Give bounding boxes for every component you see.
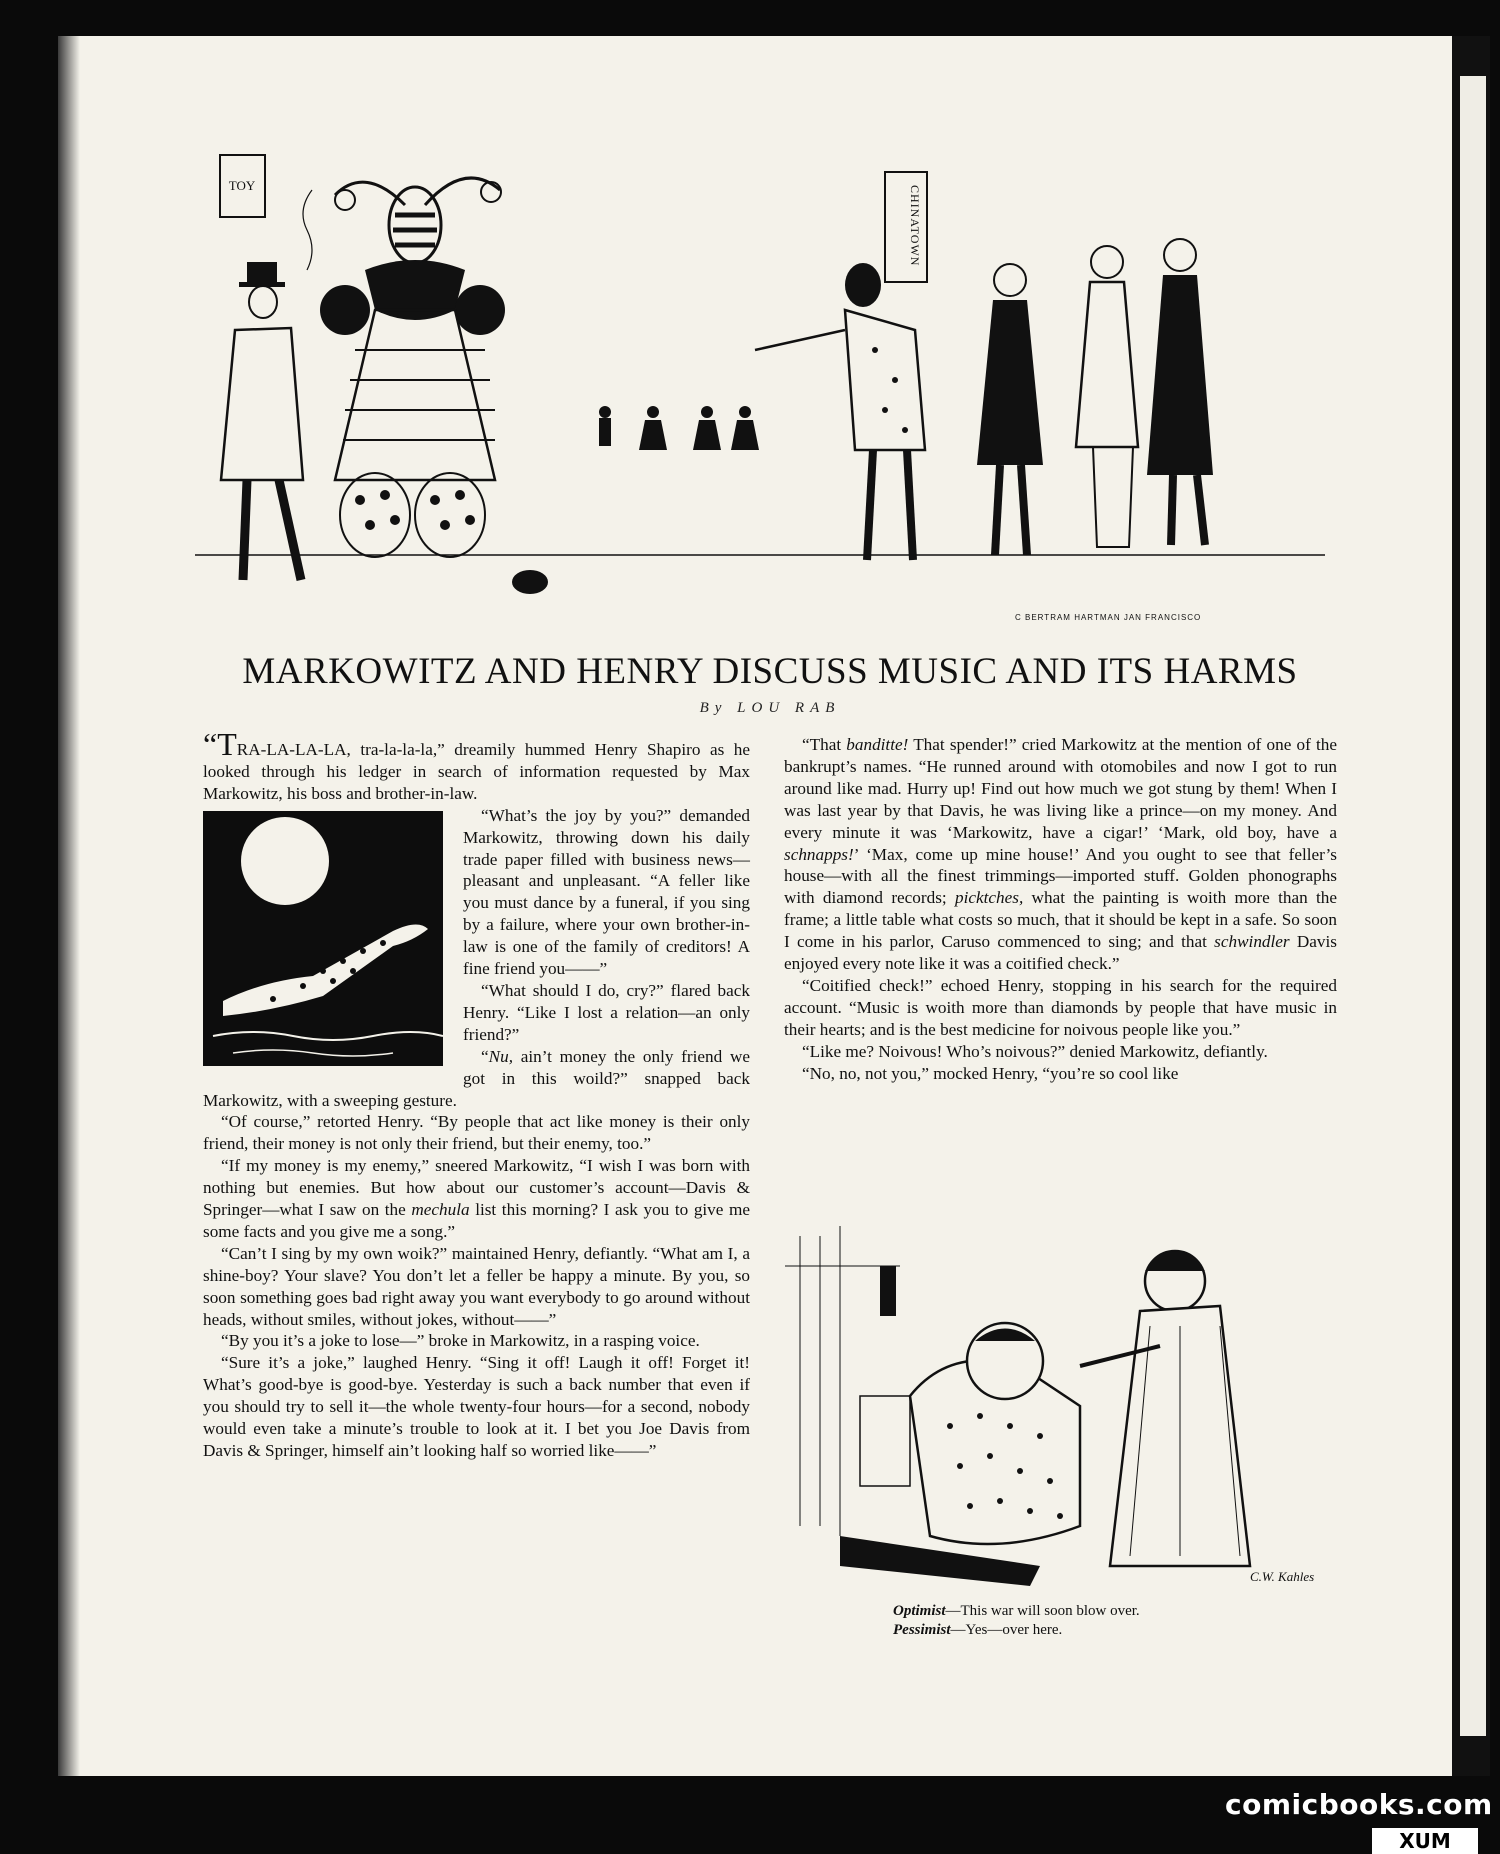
paragraph: “That banditte! That spender!” cried Markowitz at the mention of one of the bankrupt’s names. “He runned around with otomobiles and now I got to run around like mad. Hurry up! Find out how much we got stung by them! When I was last year by that Davis, he was living like a prince—on my money. And every minute it was ‘Markowitz, have a cigar!’ ‘Mark, old boy, have a schnapps!’ ‘Max, come up mine house!’ And you ought to see that feller’s house—with all the finest trimmings—imported stuff. Golden phonographs with diamond records; picktches, what the painting is woith more than the frame; a little table what costs so much, that it should be kept in a safe. So soon I come in his parlor, Caruso commenced to sing; and that schwindler Davis enjoyed every note like it was a coitified check.” (784, 735, 1337, 974)
next-page-edge (1452, 36, 1490, 1776)
cartoon-signature: C.W. Kahles (1250, 1569, 1315, 1584)
paragraph: “Of course,” retorted Henry. “By people that act like money is their only friend, their money is not only their friend, but their enemy, too.” (203, 1112, 750, 1154)
article-column-right (784, 734, 1337, 1085)
caption-line: Pessimist—Yes—over here. (893, 1622, 1063, 1638)
paragraph: “If my money is my enemy,” sneered Markowitz, “I wish I was born with nothing but enemies. But how about our customer’s account—Davis & Springer—what I saw on the mechula list this morning? I ask you to give me some facts and you give me a song.” (203, 1156, 750, 1241)
paragraph: “Can’t I sing by my own woik?” maintained Henry, defiantly. “What am I, a shine-boy? Your slave? You don’t let a feller be happy a minute. By you, so soon something goes bad right away you want everybody to go around without heads, without smiles, without jokes, without——” (203, 1243, 750, 1329)
barber-cartoon (780, 1226, 1336, 1596)
paragraph: “What’s the joy by you?” demanded Markowitz, throwing down his daily trade paper filled with business news—pleasant and unpleasant. “A feller like you must dance by a funeral, if you sing by a failure, where your own brother-in-law is one of the family of creditors! A fine friend you——” (463, 805, 750, 979)
paragraph: “By you it’s a joke to lose—” broke in Markowitz, in a rasping voice. (221, 1331, 700, 1351)
article-title: MARKOWITZ AND HENRY DISCUSS MUSIC AND ITS HARMS (242, 651, 1298, 692)
article-column-left (203, 726, 750, 1462)
caption-line: Optimist—This war will soon blow over. (893, 1603, 1140, 1619)
site-watermark: comicbooks.com (1225, 1788, 1493, 1821)
header-illustration-credit: C BERTRAM HARTMAN JAN FRANCISCO (1015, 613, 1202, 622)
paragraph: “What should I do, cry?” flared back Henry. “Like I lost a relation—an only friend?” (463, 980, 750, 1044)
paragraph: “No, no, not you,” mocked Henry, “you’re so cool like (802, 1063, 1179, 1083)
paragraph: “TRA-LA-LA-LA, tra-la-la-la,” dreamily hummed Henry Shapiro as he looked through his ledger in search of information requested by Max Markowitz, his boss and brother-in-law. (203, 726, 750, 803)
header-illustration (195, 150, 1325, 640)
paragraph: “Nu, ain’t money the only friend we got in this woild?” snapped back Markowitz, with a sweeping gesture. (203, 1046, 750, 1110)
drop-cap: “T (203, 726, 237, 762)
paragraph: “Like me? Noivous! Who’s noivous?” denied Markowitz, defiantly. (802, 1041, 1268, 1061)
scan-badge: XUM (1372, 1828, 1478, 1854)
article-byline: By LOU RAB (699, 700, 841, 716)
chinatown-sign-text: CHINATOWN (908, 185, 922, 267)
paragraph: “Sure it’s a joke,” laughed Henry. “Sing it off! Laugh it off! Forget it! What’s good-bye is good-bye. Yesterday is such a back number that even if you should try to sell it—the whole twenty-four hours—for a second, nobody would even take a minute’s trouble to look at it. I bet you Joe Davis from Davis & Springer, himself ain’t looking half so worried like——” (203, 1353, 750, 1460)
cartoon-caption (893, 1602, 1313, 1640)
paragraph: “Coitified check!” echoed Henry, stopping in his search for the required account. “Music is woith more than diamonds by people that have music in their hearts; and is the best medicine for noivous people like you.” (784, 975, 1337, 1039)
page-gutter-shadow (58, 36, 80, 1776)
alligator-moon-illustration (203, 811, 443, 1066)
toy-sign-text: TOY (228, 178, 256, 193)
